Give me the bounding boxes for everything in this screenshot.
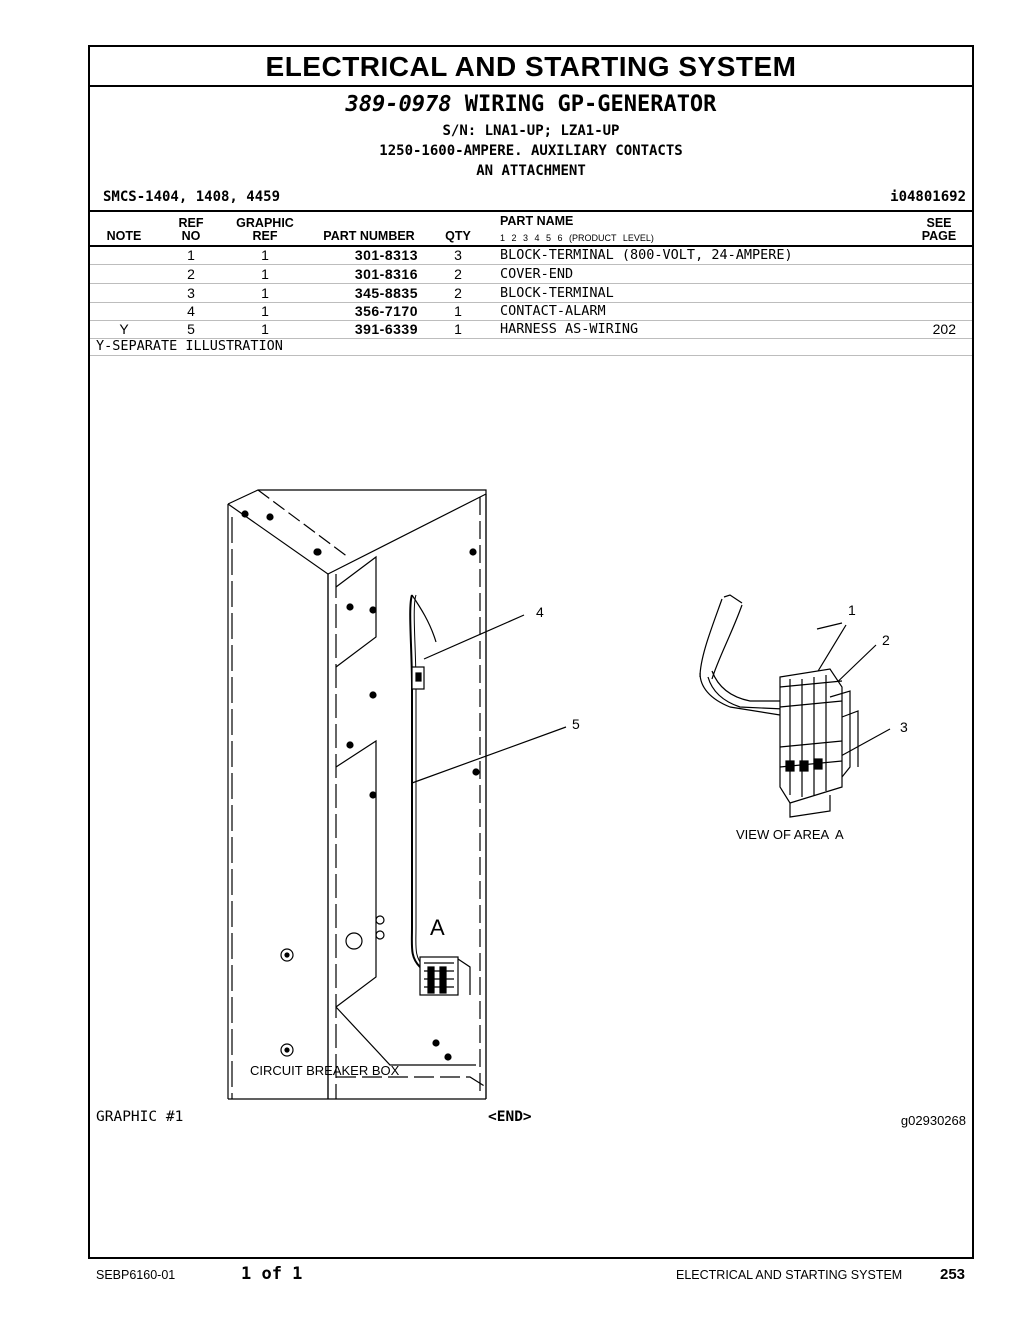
col-graphic-header-top: GRAPHIC — [236, 216, 294, 230]
row-qty: 2 — [454, 285, 462, 301]
col-note-header: NOTE — [106, 229, 142, 243]
circuit-breaker-box-label: CIRCUIT BREAKER BOX — [250, 1063, 400, 1078]
callout-3: 3 — [900, 719, 908, 735]
row-ref: 1 — [187, 247, 195, 263]
row-part-number[interactable]: 301-8313 — [354, 247, 418, 263]
col-part-number-header: PART NUMBER — [323, 229, 415, 243]
row-note: Y — [119, 321, 129, 337]
parts-illustration — [90, 47, 968, 1247]
callout-2: 2 — [882, 632, 890, 648]
callout-1: 1 — [848, 602, 856, 618]
footer-doc-number: SEBP6160-01 — [96, 1268, 176, 1282]
row-qty: 2 — [454, 266, 462, 282]
row-part-name: HARNESS AS-WIRING — [500, 321, 639, 337]
callout-5: 5 — [572, 716, 580, 732]
row-ref: 5 — [187, 321, 195, 337]
part-group-number[interactable]: 389-0978 — [345, 92, 452, 117]
part-group-name: WIRING GP-GENERATOR — [464, 92, 717, 117]
table-footnote: Y-SEPARATE ILLUSTRATION — [96, 338, 283, 354]
row-graphic-ref: 1 — [261, 303, 269, 319]
col-ref-header-bottom: NO — [181, 229, 201, 243]
row-part-number[interactable]: 356-7170 — [354, 303, 418, 319]
row-part-number[interactable]: 345-8835 — [354, 285, 418, 301]
end-label: <END> — [488, 1109, 532, 1125]
footer-page-of: 1 of 1 — [241, 1264, 303, 1284]
smcs-codes: SMCS-1404, 1408, 4459 — [103, 189, 281, 205]
attachment-line: AN ATTACHMENT — [476, 163, 586, 179]
footer-page-number: 253 — [940, 1266, 966, 1283]
row-part-number[interactable]: 301-8316 — [354, 266, 418, 282]
row-qty: 1 — [454, 303, 462, 319]
section-title: ELECTRICAL AND STARTING SYSTEM — [90, 47, 972, 87]
col-graphic-header-bottom: REF — [252, 229, 278, 243]
col-see-header-top: SEE — [926, 216, 952, 230]
circuit-breaker-box-drawing — [228, 490, 486, 1099]
col-ref-header-top: REF — [178, 216, 204, 230]
row-graphic-ref: 1 — [261, 321, 269, 337]
col-see-header-bottom: PAGE — [921, 229, 957, 243]
row-graphic-ref: 1 — [261, 266, 269, 282]
row-ref: 2 — [187, 266, 195, 282]
row-part-name: BLOCK-TERMINAL (800-VOLT, 24-AMPERE) — [500, 247, 793, 263]
row-part-name: CONTACT-ALARM — [500, 303, 606, 319]
product-levels: 1 2 3 4 5 6 (PRODUCT LEVEL) — [500, 233, 654, 243]
row-part-name: COVER-END — [500, 266, 574, 282]
info-id: i04801692 — [890, 189, 966, 205]
area-a-detail-drawing — [700, 595, 858, 817]
row-qty: 1 — [454, 321, 462, 337]
area-a-label: A — [430, 915, 445, 940]
graphic-label: GRAPHIC #1 — [96, 1109, 184, 1125]
col-part-name-header: PART NAME — [500, 214, 574, 228]
row-graphic-ref: 1 — [261, 285, 269, 301]
serial-numbers: S/N: LNA1-UP; LZA1-UP — [442, 123, 620, 139]
row-graphic-ref: 1 — [261, 247, 269, 263]
col-qty-header: QTY — [445, 229, 471, 243]
row-see-page[interactable]: 202 — [932, 321, 956, 337]
row-part-number[interactable]: 391-6339 — [354, 321, 418, 337]
row-ref: 4 — [187, 303, 195, 319]
description-line: 1250-1600-AMPERE. AUXILIARY CONTACTS — [379, 143, 683, 159]
view-of-area-label: VIEW OF AREA A — [736, 827, 844, 842]
row-part-name: BLOCK-TERMINAL — [500, 285, 614, 301]
graphic-id: g02930268 — [900, 1113, 966, 1128]
footer-section: ELECTRICAL AND STARTING SYSTEM — [676, 1268, 903, 1282]
row-ref: 3 — [187, 285, 195, 301]
callout-4: 4 — [536, 604, 544, 620]
page-frame — [88, 45, 974, 1259]
row-qty: 3 — [454, 247, 462, 263]
